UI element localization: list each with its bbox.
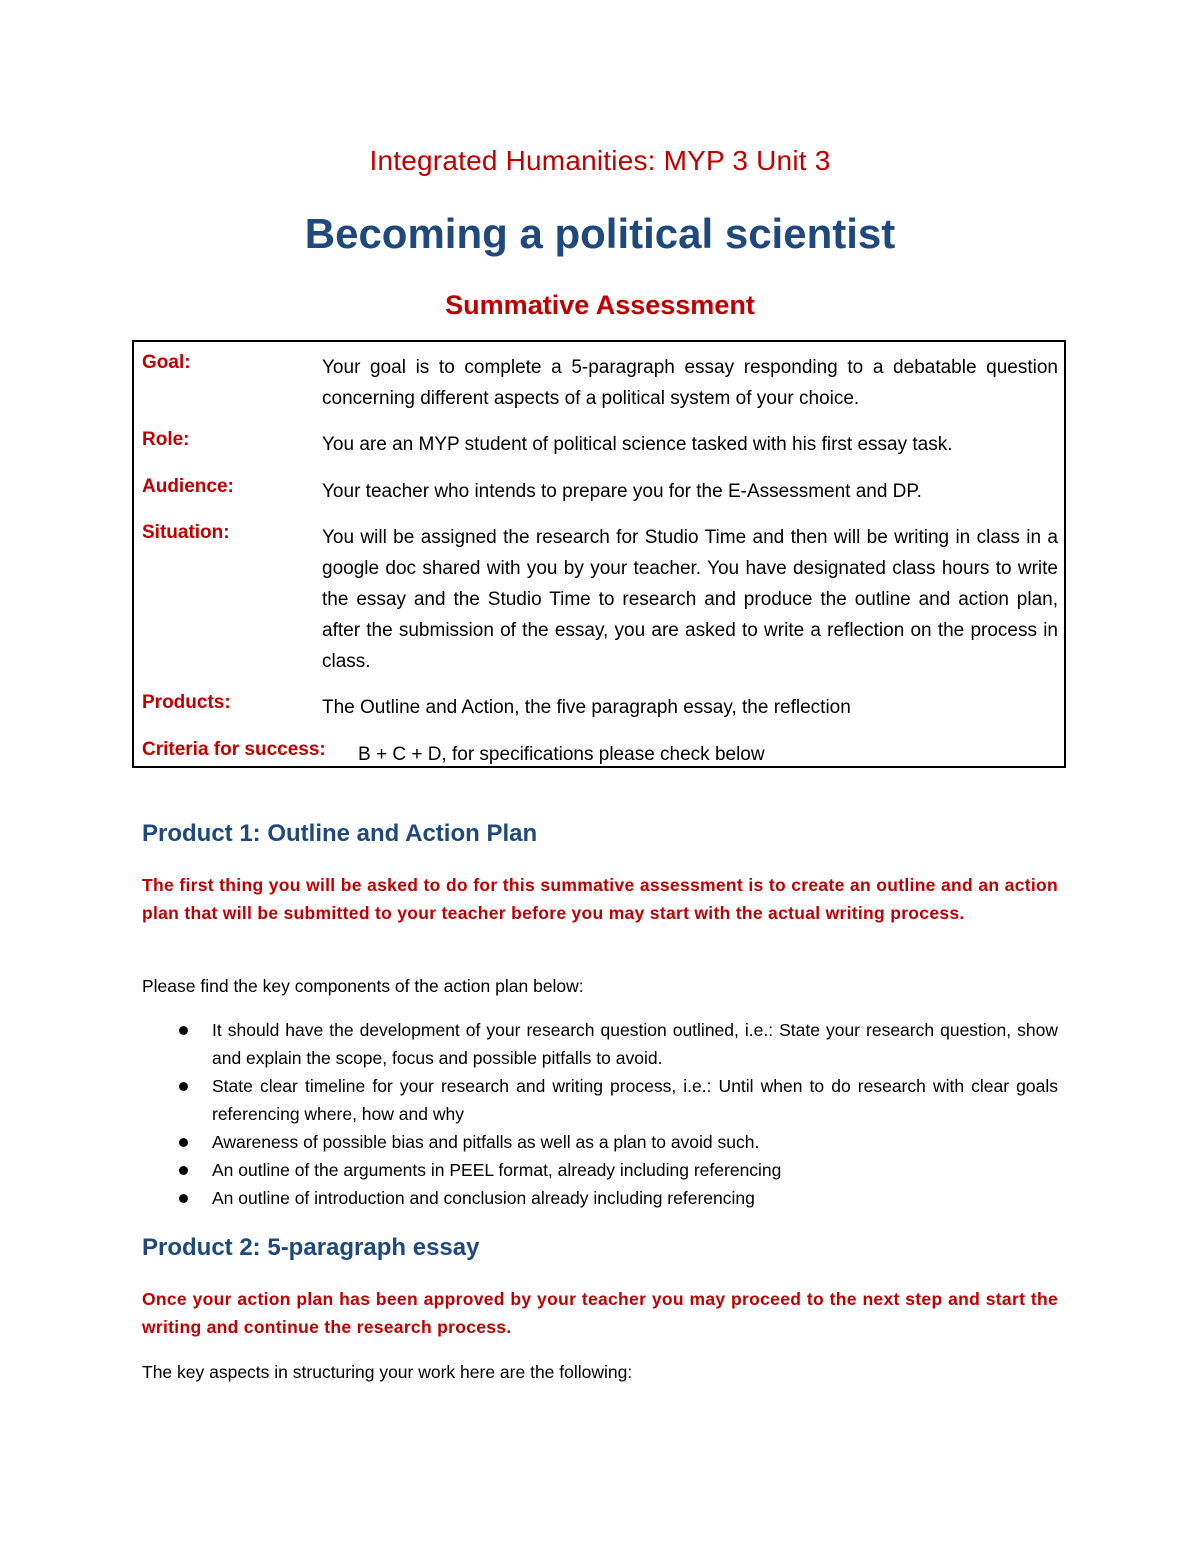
list-item-text: Awareness of possible bias and pitfalls as well as a plan to avoid such. — [212, 1132, 760, 1152]
bullet-icon — [179, 1166, 188, 1175]
product1-lead: Please find the key components of the action plan below: — [142, 976, 584, 996]
bullet-icon — [179, 1138, 188, 1147]
grasps-table — [132, 340, 1066, 768]
product1-heading: Product 1: Outline and Action Plan — [142, 820, 538, 847]
list-item — [142, 1156, 1058, 1184]
product2-lead: The key aspects in structuring your work here are the following: — [142, 1362, 633, 1382]
goal-label: Goal: — [142, 352, 191, 373]
bullet-icon — [179, 1082, 188, 1091]
bullet-icon — [179, 1026, 188, 1035]
list-item-text: State clear timeline for your research and writing process, i.e.: Until when to do research with clear goals referencing where, how and why — [212, 1076, 1058, 1124]
audience-label: Audience: — [142, 476, 234, 497]
action-plan-list — [142, 1016, 1058, 1212]
bullet-icon — [179, 1194, 188, 1203]
product2-heading: Product 2: 5-paragraph essay — [142, 1234, 480, 1261]
criteria-text: B + C + D, for specifications please check below — [358, 744, 765, 765]
list-item-text: An outline of the arguments in PEEL format, already including referencing — [212, 1160, 782, 1180]
audience-text: Your teacher who intends to prepare you for the E-Assessment and DP. — [322, 481, 922, 502]
products-label: Products: — [142, 692, 231, 713]
situation-label: Situation: — [142, 522, 230, 543]
list-item — [142, 1072, 1058, 1128]
list-item — [142, 1016, 1058, 1072]
goal-text: Your goal is to complete a 5-paragraph essay responding to a debatable question concerning different aspects of a political system of your choice. — [322, 357, 1058, 409]
list-item-text: It should have the development of your research question outlined, i.e.: State your research question, show and explain the scope, focus and possible pitfalls to avoid. — [212, 1020, 1058, 1068]
document-title: Becoming a political scientist — [304, 210, 896, 257]
list-item — [142, 1184, 1058, 1212]
role-text: You are an MYP student of political science tasked with his first essay task. — [322, 434, 953, 455]
list-item — [142, 1128, 1058, 1156]
situation-text: You will be assigned the research for Studio Time and then will be writing in class in a google doc shared with you by your teacher. You have designated class hours to write the essay and the Studio Time to research and produce the outline and action plan, after the submission of the essay, you are asked to write a reflection on the process in class. — [322, 527, 1058, 672]
document-subtitle: Summative Assessment — [445, 290, 755, 320]
role-label: Role: — [142, 429, 190, 450]
products-text: The Outline and Action, the five paragraph essay, the reflection — [322, 697, 851, 718]
product2-intro: Once your action plan has been approved by your teacher you may proceed to the next step and start the writing and continue the research process. — [142, 1289, 1058, 1337]
criteria-label: Criteria for success: — [142, 739, 326, 760]
list-item-text: An outline of introduction and conclusion already including referencing — [212, 1188, 755, 1208]
product1-intro: The first thing you will be asked to do for this summative assessment is to create an outline and an action plan that will be submitted to your teacher before you may start with the actual writing process. — [142, 875, 1058, 923]
course-heading: Integrated Humanities: MYP 3 Unit 3 — [369, 145, 831, 176]
